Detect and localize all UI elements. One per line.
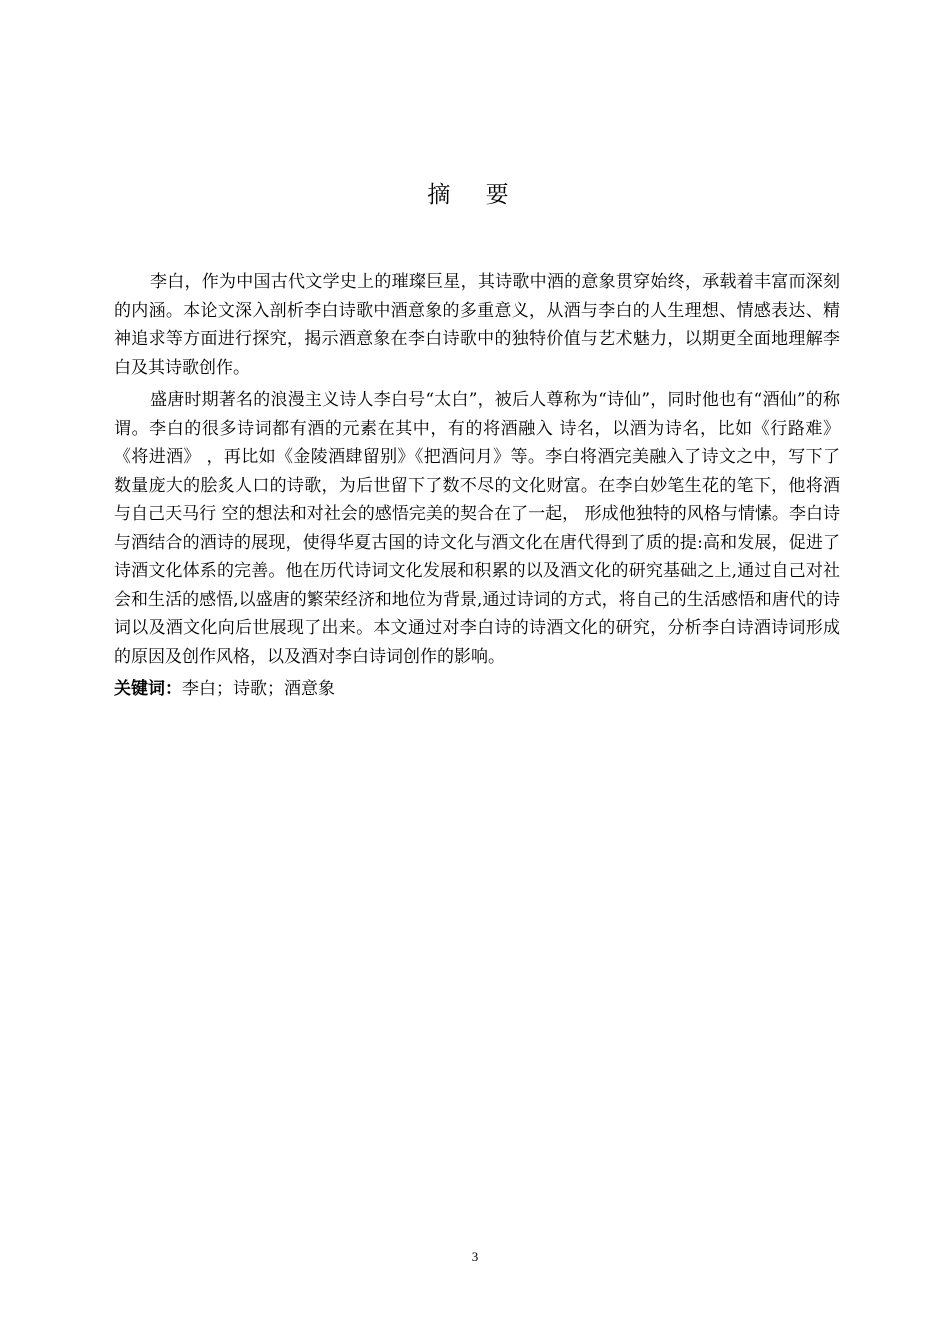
keywords-value: 李白；诗歌；酒意象	[182, 679, 335, 699]
keywords-line	[114, 675, 840, 704]
abstract-title: 摘 要	[427, 182, 523, 208]
abstract-body	[114, 268, 840, 704]
page-number: 3	[471, 1249, 479, 1264]
abstract-paragraph-1: 李白，作为中国古代文学史上的璀璨巨星，其诗歌中酒的意象贯穿始终，承载着丰富而深刻的内涵。本论文深入剖析李白诗歌中酒意象的多重意义，从酒与李白的人生理想、情感表达、精神追求等方面进行探究，揭示酒意象在李白诗歌中的独特价值与艺术魅力，以期更全面地理解李白及其诗歌创作。	[114, 272, 840, 378]
keywords-label: 关键词：	[114, 679, 182, 699]
abstract-paragraph-2: 盛唐时期著名的浪漫主义诗人李白号“太白”，被后人尊称为“诗仙”，同时他也有“酒仙”的称谓。李白的很多诗词都有酒的元素在其中，有的将酒融入 诗名，以酒为诗名，比如《行路难》《将进酒》 ，再比如《金陵酒肆留别》《把酒问月》等。李白将酒完美融入了诗文之中，写下了数量庞大的脍炙人口的诗歌，为后世留下了数不尽的文化财富。在李白妙笔生花的笔下，他将酒与自己天马行 空的想法和对社会的感悟完美的契合在了一起， 形成他独特的风格与情愫。李白诗与酒结合的酒诗的展现，使得华夏古国的诗文化与酒文化在唐代得到了质的提:高和发展，促进了诗酒文化体系的完善。他在历代诗词文化发展和积累的以及酒文化的研究基础之上,通过自己对社会和生活的感悟,以盛唐的繁荣经济和地位为背景,通过诗词的方式，将自己的生活感悟和唐代的诗词以及酒文化向后世展现了出来。本文通过对李白诗的诗酒文化的研究，分析李白诗酒诗词形成的原因及创作风格，以及酒对李白诗词创作的影响。	[114, 390, 840, 667]
